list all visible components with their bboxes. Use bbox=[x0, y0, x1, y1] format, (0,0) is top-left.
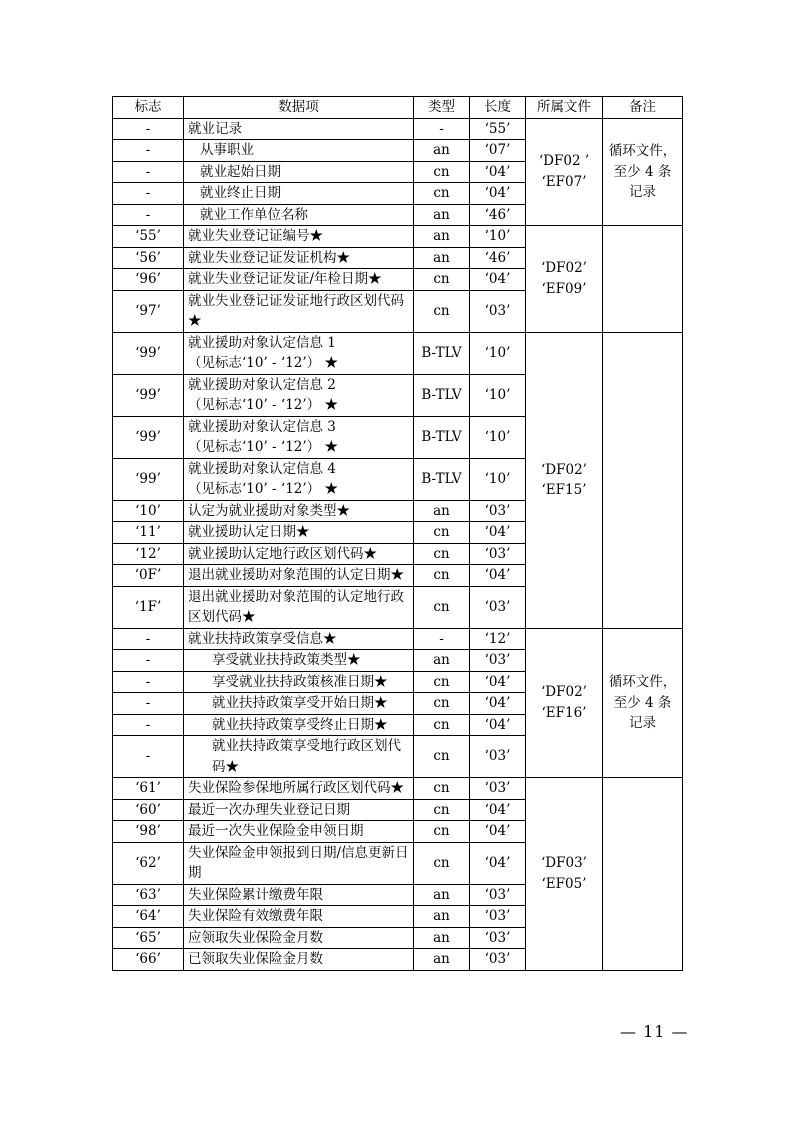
tag-cell: - bbox=[113, 628, 184, 650]
item-name: 就业扶持政策享受开始日期★ bbox=[212, 695, 388, 711]
item-name: 认定为就业援助对象类型★ bbox=[188, 502, 350, 519]
item-name-note: （见标志‘10’ - ‘12’） ★ bbox=[188, 439, 338, 455]
header-type: 类型 bbox=[414, 97, 470, 119]
type-cell: an bbox=[414, 247, 470, 269]
item-name: 享受就业扶持政策核准日期★ bbox=[212, 673, 388, 690]
item-name: 就业援助对象认定信息 2 bbox=[188, 376, 336, 393]
type-cell: an bbox=[414, 927, 470, 949]
type-cell: cn bbox=[414, 778, 470, 800]
length-cell: ‘04’ bbox=[470, 842, 526, 884]
item-name-cell bbox=[184, 458, 414, 500]
length-cell: ‘04’ bbox=[470, 183, 526, 205]
note-cell bbox=[603, 226, 683, 333]
tag-cell: - bbox=[113, 161, 184, 183]
file-id: ‘DF02’ bbox=[541, 684, 587, 701]
type-cell: cn bbox=[414, 714, 470, 736]
length-cell: ‘03’ bbox=[470, 500, 526, 522]
tag-cell: ‘61’ bbox=[113, 778, 184, 800]
item-name: 就业工作单位名称 bbox=[200, 206, 308, 223]
item-name: 失业保险累计缴费年限 bbox=[188, 886, 323, 903]
item-name-note: （见标志‘10’ - ‘12’） ★ bbox=[188, 397, 338, 413]
tag-cell: ‘11’ bbox=[113, 522, 184, 544]
tag-cell: ‘55’ bbox=[113, 226, 184, 248]
length-cell: ‘03’ bbox=[470, 650, 526, 672]
type-cell: cn bbox=[414, 586, 470, 628]
tag-cell: ‘64’ bbox=[113, 906, 184, 928]
type-cell: cn bbox=[414, 736, 470, 778]
item-name-cell bbox=[184, 522, 414, 544]
note-line: 记录 bbox=[629, 715, 656, 731]
tag-cell: ‘99’ bbox=[113, 416, 184, 458]
item-name: 失业保险参保地所属行政区划代码★ bbox=[188, 780, 404, 796]
tag-cell: - bbox=[113, 650, 184, 672]
data-item-table bbox=[112, 96, 683, 971]
type-cell: an bbox=[414, 204, 470, 226]
type-cell: cn bbox=[414, 543, 470, 565]
item-name-cell bbox=[184, 650, 414, 672]
table-body bbox=[113, 118, 683, 970]
note-cell bbox=[603, 628, 683, 778]
type-cell: - bbox=[414, 118, 470, 140]
type-cell: cn bbox=[414, 671, 470, 693]
type-cell: B-TLV bbox=[414, 416, 470, 458]
type-cell: an bbox=[414, 140, 470, 162]
item-name: 就业扶持政策享受终止日期★ bbox=[212, 716, 388, 733]
length-cell: ‘46’ bbox=[470, 204, 526, 226]
item-name-cell bbox=[184, 586, 414, 628]
tag-cell: ‘1F’ bbox=[113, 586, 184, 628]
item-name-cell bbox=[184, 778, 414, 800]
tag-cell: ‘99’ bbox=[113, 332, 184, 374]
header-note: 备注 bbox=[603, 97, 683, 119]
tag-cell: ‘10’ bbox=[113, 500, 184, 522]
tag-cell: ‘99’ bbox=[113, 374, 184, 416]
header-item: 数据项 bbox=[184, 97, 414, 119]
tag-cell: - bbox=[113, 118, 184, 140]
note-cell bbox=[603, 778, 683, 971]
item-name: 就业失业登记证编号★ bbox=[188, 228, 323, 244]
item-name: 最近一次办理失业登记日期 bbox=[188, 801, 350, 818]
item-name-cell bbox=[184, 140, 414, 162]
tag-cell: - bbox=[113, 671, 184, 693]
tag-cell: ‘66’ bbox=[113, 949, 184, 971]
type-cell: B-TLV bbox=[414, 458, 470, 500]
note-cell bbox=[603, 332, 683, 628]
type-cell: an bbox=[414, 650, 470, 672]
length-cell: ‘04’ bbox=[470, 693, 526, 715]
item-name: 失业保险金申领报到日期/信息更新日期 bbox=[188, 844, 409, 881]
file-id: ‘EF15’ bbox=[541, 482, 587, 498]
type-cell: cn bbox=[414, 821, 470, 843]
item-name-cell bbox=[184, 799, 414, 821]
type-cell: cn bbox=[414, 799, 470, 821]
length-cell: ‘10’ bbox=[470, 458, 526, 500]
length-cell: ‘07’ bbox=[470, 140, 526, 162]
length-cell: ‘03’ bbox=[470, 949, 526, 971]
type-cell: an bbox=[414, 949, 470, 971]
item-name: 就业终止日期 bbox=[200, 185, 281, 201]
file-cell bbox=[526, 778, 603, 971]
item-name-cell bbox=[184, 821, 414, 843]
header-tag: 标志 bbox=[113, 97, 184, 119]
length-cell: ‘03’ bbox=[470, 543, 526, 565]
file-id: ‘EF07’ bbox=[541, 173, 587, 190]
item-name-cell bbox=[184, 269, 414, 291]
file-cell bbox=[526, 118, 603, 226]
type-cell: - bbox=[414, 628, 470, 650]
item-name-cell bbox=[184, 628, 414, 650]
item-name-cell bbox=[184, 118, 414, 140]
table-row bbox=[113, 332, 683, 374]
item-name-cell bbox=[184, 714, 414, 736]
item-name: 就业失业登记证发证/年检日期★ bbox=[188, 271, 382, 287]
length-cell: ‘10’ bbox=[470, 416, 526, 458]
tag-cell: ‘12’ bbox=[113, 543, 184, 565]
item-name-cell bbox=[184, 204, 414, 226]
table-row bbox=[113, 226, 683, 248]
tag-cell: - bbox=[113, 714, 184, 736]
length-cell: ‘04’ bbox=[470, 161, 526, 183]
item-name: 已领取失业保险金月数 bbox=[188, 951, 323, 967]
item-name: 就业援助对象认定信息 1 bbox=[188, 334, 336, 351]
table-row bbox=[113, 778, 683, 800]
file-id: ‘DF02’ bbox=[541, 461, 587, 478]
tag-cell: ‘96’ bbox=[113, 269, 184, 291]
tag-cell: - bbox=[113, 204, 184, 226]
item-name-cell bbox=[184, 671, 414, 693]
header-file: 所属文件 bbox=[526, 97, 603, 119]
item-name: 就业失业登记证发证地行政区划代码★ bbox=[188, 292, 404, 329]
tag-cell: ‘56’ bbox=[113, 247, 184, 269]
item-name: 从事职业 bbox=[200, 142, 254, 158]
item-name-cell bbox=[184, 949, 414, 971]
item-name: 应领取失业保险金月数 bbox=[188, 929, 323, 946]
type-cell: B-TLV bbox=[414, 374, 470, 416]
item-name: 就业起始日期 bbox=[200, 163, 281, 180]
item-name-cell bbox=[184, 927, 414, 949]
table-row bbox=[113, 118, 683, 140]
tag-cell: ‘63’ bbox=[113, 884, 184, 906]
item-name: 就业援助对象认定信息 3 bbox=[188, 418, 336, 435]
length-cell: ‘03’ bbox=[470, 927, 526, 949]
note-line: 记录 bbox=[629, 184, 656, 200]
tag-cell: ‘99’ bbox=[113, 458, 184, 500]
tag-cell: ‘65’ bbox=[113, 927, 184, 949]
item-name-cell bbox=[184, 161, 414, 183]
item-name-cell bbox=[184, 416, 414, 458]
header-length: 长度 bbox=[470, 97, 526, 119]
tag-cell: ‘98’ bbox=[113, 821, 184, 843]
note-line: 循环文件， bbox=[608, 674, 677, 690]
page-number: — 11 — bbox=[620, 1022, 689, 1041]
item-name: 退出就业援助对象范围的认定日期★ bbox=[188, 567, 404, 583]
type-cell: cn bbox=[414, 565, 470, 587]
note-line: 至少 4 条 bbox=[613, 694, 672, 711]
tag-cell: - bbox=[113, 140, 184, 162]
item-name-cell bbox=[184, 247, 414, 269]
item-name: 就业援助认定日期★ bbox=[188, 524, 310, 540]
length-cell: ‘10’ bbox=[470, 374, 526, 416]
length-cell: ‘55’ bbox=[470, 118, 526, 140]
length-cell: ‘10’ bbox=[470, 332, 526, 374]
type-cell: an bbox=[414, 226, 470, 248]
item-name-cell bbox=[184, 226, 414, 248]
item-name: 失业保险有效缴费年限 bbox=[188, 908, 323, 924]
type-cell: cn bbox=[414, 693, 470, 715]
file-cell bbox=[526, 628, 603, 778]
item-name-cell bbox=[184, 736, 414, 778]
note-cell bbox=[603, 118, 683, 226]
type-cell: B-TLV bbox=[414, 332, 470, 374]
length-cell: ‘46’ bbox=[470, 247, 526, 269]
file-cell bbox=[526, 226, 603, 333]
file-cell bbox=[526, 332, 603, 628]
tag-cell: - bbox=[113, 736, 184, 778]
item-name-cell bbox=[184, 842, 414, 884]
file-id: ‘EF16’ bbox=[541, 704, 587, 721]
item-name-cell bbox=[184, 906, 414, 928]
type-cell: cn bbox=[414, 269, 470, 291]
file-id: ‘DF03’ bbox=[541, 855, 587, 872]
item-name-cell bbox=[184, 565, 414, 587]
item-name: 享受就业扶持政策类型★ bbox=[212, 652, 361, 668]
type-cell: cn bbox=[414, 290, 470, 332]
item-name: 就业记录 bbox=[188, 120, 242, 137]
length-cell: ‘04’ bbox=[470, 671, 526, 693]
tag-cell: - bbox=[113, 693, 184, 715]
item-name: 就业援助认定地行政区划代码★ bbox=[188, 545, 377, 562]
note-line: 至少 4 条 bbox=[613, 163, 672, 180]
table-row bbox=[113, 628, 683, 650]
tag-cell: ‘62’ bbox=[113, 842, 184, 884]
length-cell: ‘12’ bbox=[470, 628, 526, 650]
type-cell: an bbox=[414, 884, 470, 906]
item-name: 最近一次失业保险金申领日期 bbox=[188, 823, 364, 839]
type-cell: cn bbox=[414, 183, 470, 205]
tag-cell: - bbox=[113, 183, 184, 205]
item-name-cell bbox=[184, 500, 414, 522]
type-cell: an bbox=[414, 500, 470, 522]
length-cell: ‘03’ bbox=[470, 290, 526, 332]
item-name-cell bbox=[184, 332, 414, 374]
item-name-note: （见标志‘10’ - ‘12’） ★ bbox=[188, 355, 338, 371]
file-id: ‘DF02 ’ bbox=[538, 153, 590, 170]
item-name: 就业扶持政策享受信息★ bbox=[188, 630, 337, 647]
length-cell: ‘03’ bbox=[470, 586, 526, 628]
tag-cell: ‘97’ bbox=[113, 290, 184, 332]
length-cell: ‘03’ bbox=[470, 884, 526, 906]
tag-cell: ‘60’ bbox=[113, 799, 184, 821]
item-name-cell bbox=[184, 183, 414, 205]
length-cell: ‘03’ bbox=[470, 906, 526, 928]
length-cell: ‘03’ bbox=[470, 736, 526, 778]
length-cell: ‘04’ bbox=[470, 522, 526, 544]
file-id: ‘EF05’ bbox=[541, 875, 587, 892]
item-name: 就业扶持政策享受地行政区划代码★ bbox=[212, 738, 401, 775]
item-name-note: （见标志‘10’ - ‘12’） ★ bbox=[188, 481, 338, 497]
length-cell: ‘10’ bbox=[470, 226, 526, 248]
length-cell: ‘04’ bbox=[470, 799, 526, 821]
type-cell: an bbox=[414, 906, 470, 928]
length-cell: ‘04’ bbox=[470, 714, 526, 736]
item-name: 就业失业登记证发证机构★ bbox=[188, 249, 350, 266]
item-name: 就业援助对象认定信息 4 bbox=[188, 460, 336, 477]
length-cell: ‘04’ bbox=[470, 269, 526, 291]
file-id: ‘DF02’ bbox=[541, 260, 587, 277]
item-name-cell bbox=[184, 693, 414, 715]
tag-cell: ‘0F’ bbox=[113, 565, 184, 587]
table-header-row bbox=[113, 97, 683, 119]
type-cell: cn bbox=[414, 161, 470, 183]
item-name-cell bbox=[184, 290, 414, 332]
note-line: 循环文件， bbox=[608, 143, 677, 159]
type-cell: cn bbox=[414, 842, 470, 884]
length-cell: ‘03’ bbox=[470, 778, 526, 800]
item-name: 退出就业援助对象范围的认定地行政区划代码★ bbox=[188, 588, 404, 625]
length-cell: ‘04’ bbox=[470, 821, 526, 843]
item-name-cell bbox=[184, 543, 414, 565]
item-name-cell bbox=[184, 884, 414, 906]
file-id: ‘EF09’ bbox=[541, 280, 587, 297]
type-cell: cn bbox=[414, 522, 470, 544]
item-name-cell bbox=[184, 374, 414, 416]
length-cell: ‘04’ bbox=[470, 565, 526, 587]
